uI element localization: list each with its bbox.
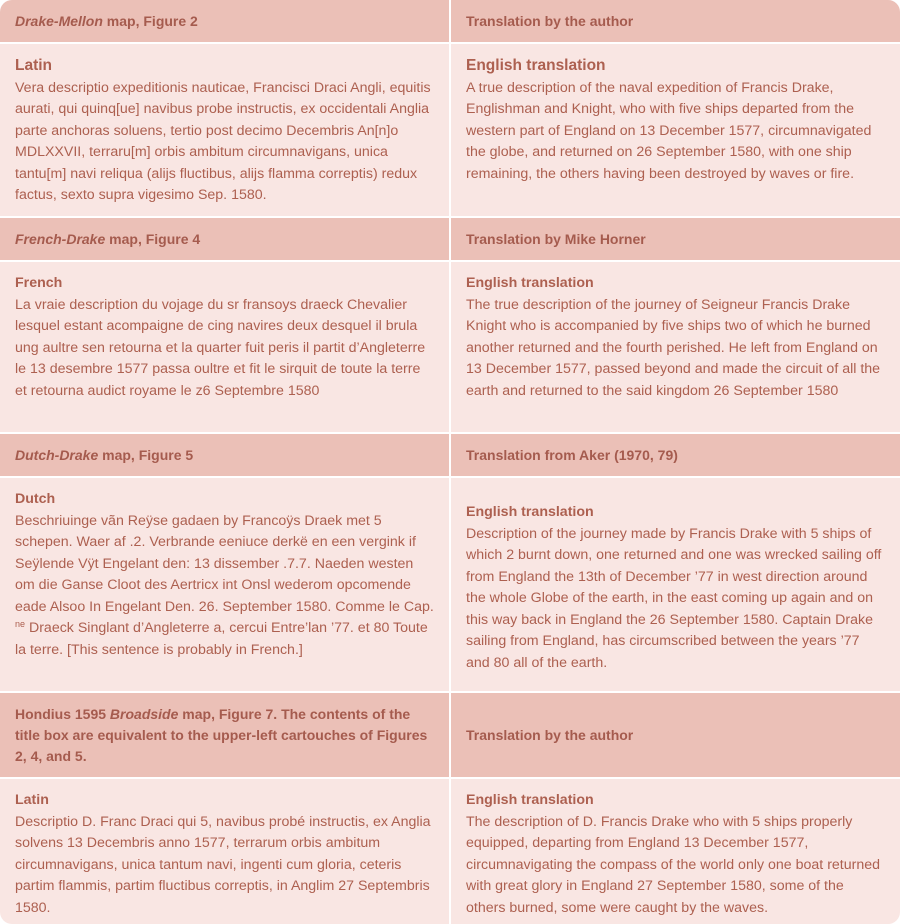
row3-left-header xyxy=(0,434,449,476)
row2-english-label: English translation xyxy=(466,275,594,291)
row4-original-text: Descriptio D. Franc Draci qui 5, navibus probé instructis, ex Anglia solvens 13 Decembris anno 1577, terrarum orbis ambitum circumnavigans, unica tantum navi, ingenti cum gloria, ceteris partim flammis, partim fluctibus correptis, in Anglim 27 Septembris 1580. xyxy=(15,813,431,916)
row4-header-rest: map, Figure 7. The contents of the title box are equivalent to the upper-left cartouches of Figures 2, 4, and 5. xyxy=(15,705,428,764)
row1-translation-credit: Translation by the author xyxy=(466,12,634,29)
row3-english-label: English translation xyxy=(466,504,594,520)
row2-translation-credit: Translation by Mike Horner xyxy=(466,230,646,247)
row2-language-label: French xyxy=(15,275,63,291)
row2-original-text: La vraie description du vojage du sr fransoys draeck Chevalier lesquel estant acompaigne de cing navires deux desquel il brula ung aultre sen retourna et la quarter fuit peris il partit d’Angleterre le 13 desembre 1577 passa oultre et fit le sirquit de toute la terre et retourna audict royame le z6 Septembre 1580 xyxy=(15,296,426,399)
row3-translation-cell xyxy=(451,478,900,691)
row3-english-text: Description of the journey made by Francis Drake with 5 ships of which 2 burnt down, one returned and one was wrecked sailing off from England the 13th of December ’77 in west direction around the whole Globe of the earth, in the east coming up again and on this way back in England the 26 September 1580. Captain Drake sailing from England, has circumscribed between the years ’77 and 80 all of the earth. xyxy=(466,525,882,671)
row2-original-cell xyxy=(0,262,449,432)
row4-english-label: English translation xyxy=(466,792,594,808)
row2-translation-cell xyxy=(451,262,900,432)
row4-left-header xyxy=(0,693,449,777)
row1-right-header xyxy=(451,0,900,42)
row1-english-label: English translation xyxy=(466,57,606,74)
row3-figure-ref: map, Figure 5 xyxy=(98,446,194,463)
row1-english-text: A true description of the naval expedition of Francis Drake, Englishman and Knight, who with five ships departed from the western part of England on 13 December 1577, circumnavigated the globe, and returned on 26 September 1580, with one ship remaining, the others having been destroyed by waves or fire. xyxy=(466,79,872,182)
row3-superscript: ne xyxy=(15,619,26,629)
row4-translation-credit: Translation by the author xyxy=(466,726,634,743)
row3-original-cell xyxy=(0,478,449,691)
row1-map-name: Drake-Mellon xyxy=(15,12,103,29)
row3-original-text xyxy=(15,511,434,662)
row4-original-cell xyxy=(0,779,449,924)
row4-language-label: Latin xyxy=(15,792,49,808)
row1-translation-cell xyxy=(451,44,900,216)
row3-original-text-part2: Draeck Singlant d’Angleterre a, cercui Entre’lan ’77. et 80 Toute la terre. [This sentence is probably in French.] xyxy=(15,620,428,658)
row4-translation-cell xyxy=(451,779,900,924)
row3-right-header xyxy=(451,434,900,476)
row2-left-header xyxy=(0,218,449,260)
row3-original-text-part1: Beschriuinge vãn Reÿse gadaen by Francoÿs Draek met 5 schepen. Waer af .2. Verbrande eeniuce derkë en een vergink if Seÿlende Vÿt Engelant den: 13 dissember .7.7. Naeden westen om die Ganse Cloot des Aertricx int Onsl wederom opcomende eade Alsoo In Engelant Den. 26. September 1580. Comme le Cap. xyxy=(15,512,434,615)
row2-english-text: The true description of the journey of Seigneur Francis Drake Knight who is accompanied by five ships two of which he burned another returned and the fourth perished. He left from England on 13 December 1577, passed beyond and made the circuit of all the earth and returned to the said kingdom 26 September 1580 xyxy=(466,296,881,399)
row3-language-label: Dutch xyxy=(15,491,56,507)
row2-map-name: French-Drake xyxy=(15,230,106,247)
row1-original-cell xyxy=(0,44,449,216)
row4-map-name: Broadside xyxy=(109,705,179,722)
row4-header-prefix: Hondius 1595 xyxy=(15,705,110,722)
row2-figure-ref: map, Figure 4 xyxy=(105,230,201,247)
row1-figure-ref: map, Figure 2 xyxy=(102,12,198,29)
row4-right-header xyxy=(451,693,900,777)
row3-map-name: Dutch-Drake xyxy=(15,446,99,463)
row1-language-label: Latin xyxy=(15,57,53,74)
row4-english-text: The description of D. Francis Drake who with 5 ships properly equipped, departing from England 13 December 1577, circumnavigating the compass of the world only one boat returned with great glory in England 27 September 1580, some of the others burned, some were caught by the waves. xyxy=(466,813,881,916)
row2-right-header xyxy=(451,218,900,260)
row1-original-text: Vera descriptio expeditionis nauticae, Francisci Draci Angli, equitis aurati, qui quinq[ue] navibus probe instructis, ex occidentali Anglia parte anchoras soluens, tertio post decimo Decembris An[n]o MDLXXVII, terraru[m] orbis ambitum circumnavigans, unica tantu[m] navi reliqua (alijs fluctibus, alijs flamma correptis) redux factus, sexto supra vigesimo Sep. 1580. xyxy=(15,79,431,203)
row3-translation-credit: Translation from Aker (1970, 79) xyxy=(466,446,678,463)
row1-left-header xyxy=(0,0,449,42)
